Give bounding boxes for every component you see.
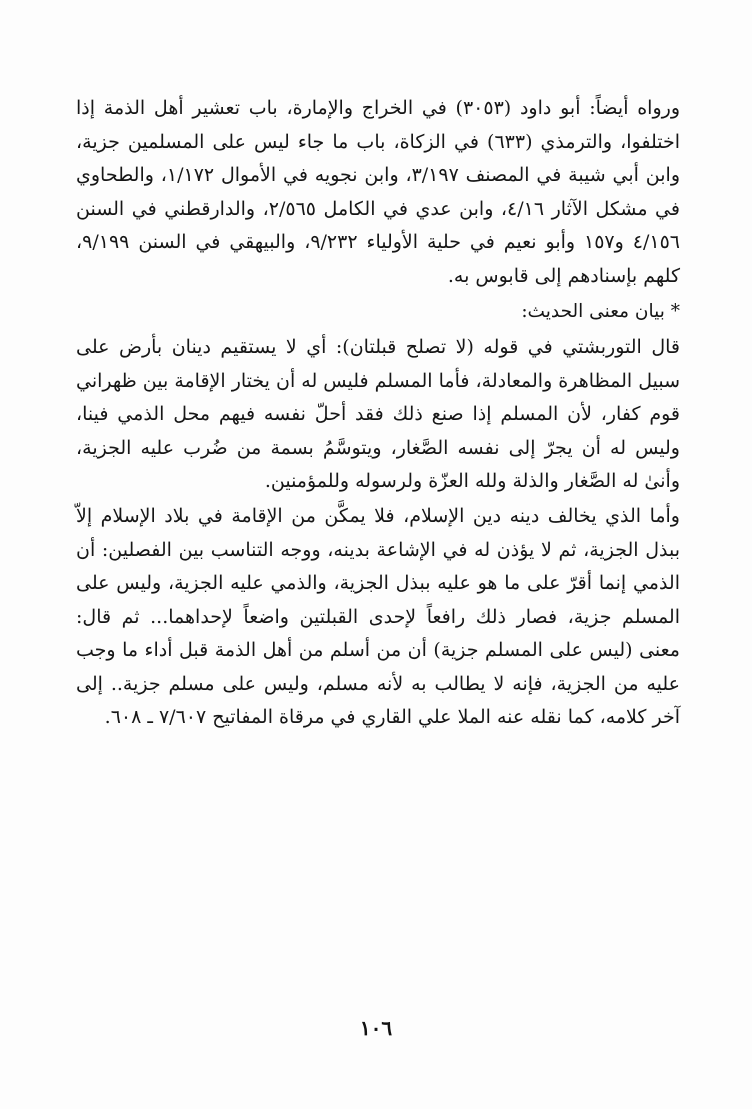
page-number: ١٠٦ bbox=[359, 1016, 393, 1040]
citation-paragraph: ورواه أيضاً: أبو داود (٣٠٥٣) في الخراج والإمارة، باب تعشير أهل الذمة إذا اختلفوا، والترمذي (٦٣٣) في الزكاة، باب ما جاء ليس على المسلمين جزية، وابن أبي شيبة في المصنف ٣/١٩٧، وابن نجويه في الأموال ١/١٧٢، والطحاوي في مشكل الآثار ٤/١٦، وابن عدي في الكامل ٢/٥٦٥، والدارقطني في السنن ٤/١٥٦ و١٥٧ وأبو نعيم في حلية الأولياء ٩/٢٣٢، والبيهقي في السنن ٩/١٩٩، كلهم بإسنادهم إلى قابوس به. bbox=[76, 97, 681, 287]
explanation-paragraph: قال التوربشتي في قوله (لا تصلح قبلتان): أي لا يستقيم دينان بأرض على سبيل المظاهرة والمعادلة، فأما المسلم فليس له أن يختار الإقامة بين ظهراني قوم كفار، لأن المسلم إذا صنع ذلك فقد أحلّ نفسه فيهم محل الذمي فينا، وليس له أن يجرّ إلى نفسه الصَّغار، ويتوسَّمُ بسمة من ضُرب عليه الجزية، وأنىٰ له الصَّغار والذلة ولله العزّة ولرسوله وللمؤمنين. bbox=[75, 336, 680, 492]
continuation-paragraph: وأما الذي يخالف دينه دين الإسلام، فلا يمكَّن من الإقامة في بلاد الإسلام إلاّ ببذل الجزية، ثم لا يؤذن له في الإشاعة بدينه، ووجه التناسب بين الفصلين: أن الذمي إنما أقرّ على ما هو عليه ببذل الجزية، والذمي عليه الجزية، وليس على المسلم جزية، فصار ذلك رافعاً لإحدى القبلتين واضعاً لإحداهما... ثم قال: معنى (ليس على المسلم جزية) أن من أسلم من أهل الذمة قبل أداء ما وجب عليه من الجزية، فإنه لا يطالب به لأنه مسلم، وليس على مسلم جزية.. إلى آخر كلامه، كما نقله عنه الملا علي القاري في مرقاة المفاتيح ٧/٦٠٧ ـ ٦٠٨. bbox=[76, 505, 680, 728]
section-heading: * بيان معنى الحديث: bbox=[521, 301, 680, 322]
